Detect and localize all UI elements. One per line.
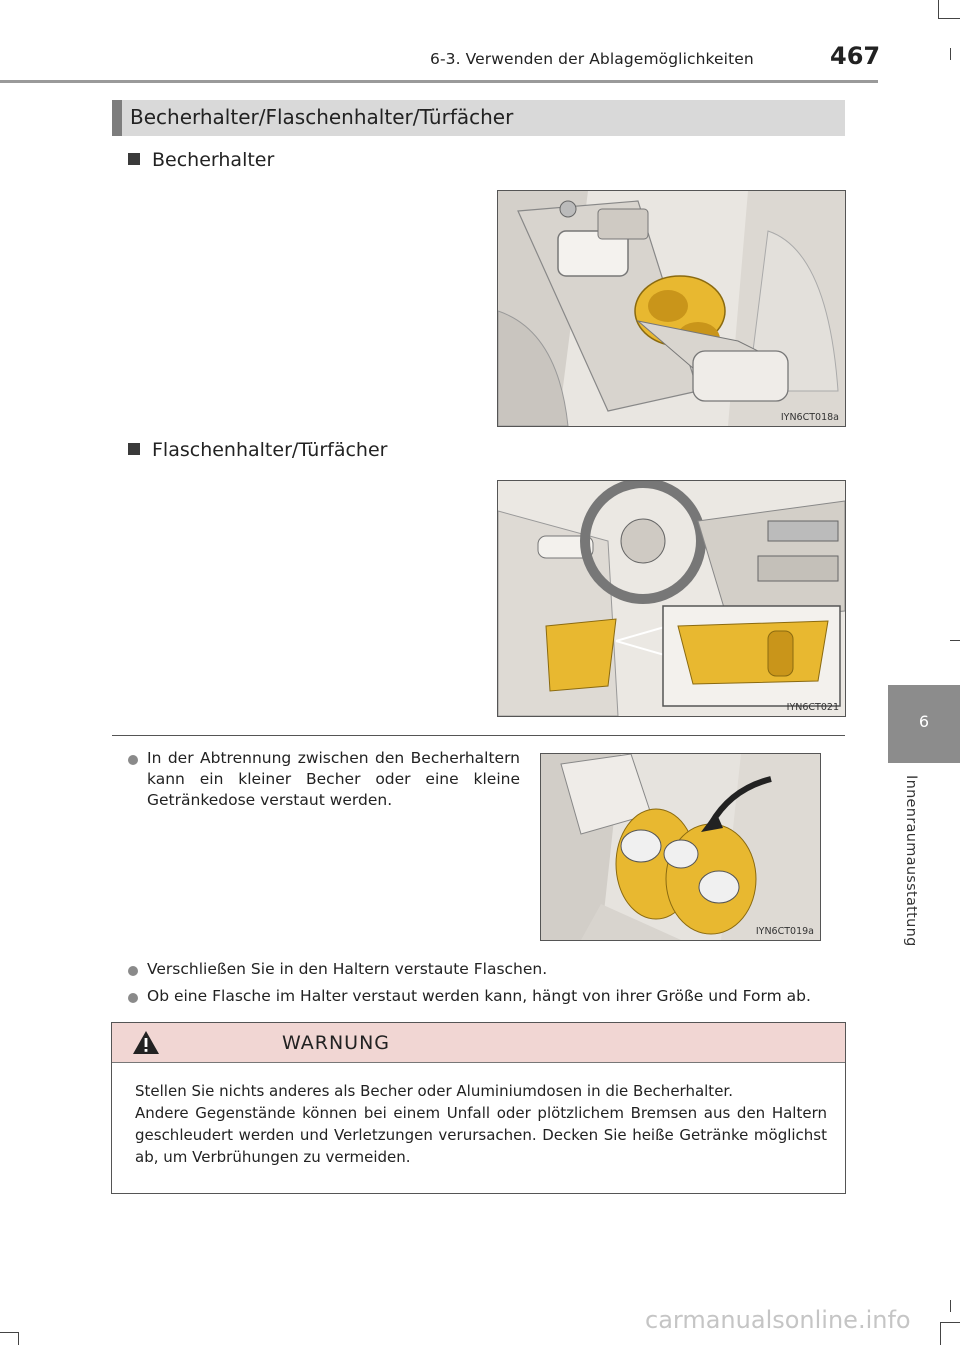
door-pocket-illustration	[497, 480, 846, 717]
warning-triangle-icon	[132, 1030, 160, 1055]
subheading-cupholder	[128, 149, 274, 171]
chapter-label: Innenraumausstattung	[903, 775, 919, 947]
crop-mark	[938, 18, 960, 19]
warning-body	[135, 1080, 827, 1168]
crop-mark	[938, 0, 939, 18]
warning-line-2: Andere Gegenstände können bei einem Unfall oder plötzlichem Bremsen aus den Haltern geschleudert werden und Verletzungen verursachen. Decken Sie heiße Getränke möglichst ab, um Verbrühungen zu vermeiden.	[135, 1104, 827, 1166]
section-heading-text: Becherhalter/Flaschenhalter/Türfächer	[130, 105, 514, 129]
running-header: 6-3. Verwenden der Ablagemöglichkeiten	[430, 50, 754, 68]
crop-mark	[18, 1332, 19, 1345]
crop-mark	[950, 48, 951, 60]
bullet-icon	[128, 966, 138, 976]
cupholder-illustration	[497, 190, 846, 427]
image-code: IYN6CT019a	[755, 926, 814, 937]
warning-line-1: Stellen Sie nichts anderes als Becher oder Aluminiumdosen in die Becherhalter.	[135, 1082, 733, 1100]
footer-watermark: carmanualsonline.info	[645, 1306, 911, 1334]
bullet-close-bottles: Verschließen Sie in den Haltern verstaute Flaschen.	[147, 960, 548, 978]
square-bullet-icon	[128, 153, 140, 165]
bullet-icon	[128, 755, 138, 765]
crop-mark	[940, 1322, 941, 1345]
section-divider	[112, 735, 845, 736]
page-number: 467	[830, 42, 881, 70]
chapter-number: 6	[918, 712, 930, 731]
section-heading	[112, 100, 845, 136]
image-code: IYN6CT018a	[780, 412, 839, 423]
bullet-bottle-size: Ob eine Flasche im Halter verstaut werden kann, hängt von ihrer Größe und Form ab.	[147, 987, 811, 1005]
header-rule	[0, 80, 878, 83]
warning-title: WARNUNG	[282, 1032, 391, 1054]
crop-mark	[0, 1332, 18, 1333]
image-code: IYN6CT021	[786, 702, 839, 713]
square-bullet-icon	[128, 443, 140, 455]
cans-illustration	[540, 753, 821, 941]
crop-mark	[950, 640, 960, 641]
subheading-bottleholder	[128, 439, 387, 461]
warning-header	[112, 1023, 845, 1063]
bullet-divider-note: In der Abtrennung zwischen den Becherhaltern kann ein kleiner Becher oder eine kleine Getränkedose verstaut werden.	[147, 749, 520, 809]
crop-mark	[940, 1322, 960, 1323]
bullet-icon	[128, 993, 138, 1003]
subheading-text: Becherhalter	[152, 149, 275, 171]
crop-mark	[950, 1300, 951, 1312]
subheading-text: Flaschenhalter/Türfächer	[152, 439, 388, 461]
